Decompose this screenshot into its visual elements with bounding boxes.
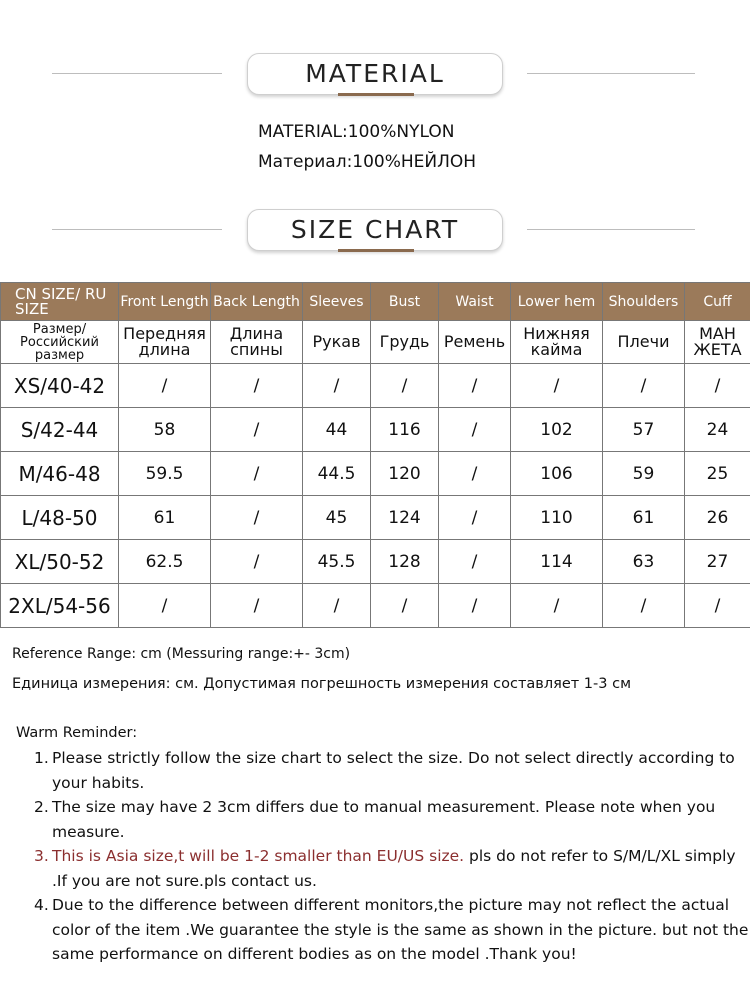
size-chart-heading-pill xyxy=(247,209,503,251)
material-line-en: MATERIAL:100%NYLON xyxy=(258,122,455,142)
table-cell: / xyxy=(211,496,303,540)
header-cell-ru: МАН ЖЕТА xyxy=(685,321,750,364)
warm-reminder-title: Warm Reminder: xyxy=(16,725,138,741)
table-cell: 106 xyxy=(511,452,603,496)
table-cell: 45.5 xyxy=(303,540,371,584)
item-text: Due to the difference between different monitors,the picture may not reflect the actual color of the item .We guarantee the style is the same as shown in the picture. but not the same performance on different bodies as on the model .Thank you! xyxy=(52,896,749,963)
table-row xyxy=(1,452,750,496)
header-cell: Bust xyxy=(371,283,439,321)
material-line-ru: Материал:100%НЕЙЛОН xyxy=(258,152,477,172)
header-cell-ru: Плечи xyxy=(603,321,685,364)
table-row xyxy=(1,584,750,628)
item-text: The size may have 2 3cm differs due to manual measurement. Please note when you measure. xyxy=(52,798,716,841)
divider-line xyxy=(52,73,222,74)
table-cell: / xyxy=(603,364,685,408)
table-cell: 58 xyxy=(119,408,211,452)
table-cell: / xyxy=(439,584,511,628)
table-cell: / xyxy=(511,584,603,628)
table-cell: 24 xyxy=(685,408,750,452)
table-row xyxy=(1,408,750,452)
table-cell: / xyxy=(211,540,303,584)
table-cell: 63 xyxy=(603,540,685,584)
header-cell-ru: Рукав xyxy=(303,321,371,364)
table-cell: / xyxy=(371,584,439,628)
table-cell: / xyxy=(439,452,511,496)
table-cell: 114 xyxy=(511,540,603,584)
table-cell: 44.5 xyxy=(303,452,371,496)
table-cell: 120 xyxy=(371,452,439,496)
reference-range-ru: Единица измерения: см. Допустимая погрешность измерения составляет 1-3 см xyxy=(12,676,632,692)
header-cell-ru: Грудь xyxy=(371,321,439,364)
item-number: 3. xyxy=(34,847,49,865)
table-cell: 116 xyxy=(371,408,439,452)
table-cell: / xyxy=(439,364,511,408)
table-cell: / xyxy=(211,584,303,628)
table-cell: / xyxy=(211,452,303,496)
table-cell: / xyxy=(119,584,211,628)
table-cell: / xyxy=(603,584,685,628)
list-item xyxy=(34,746,750,795)
table-cell: 62.5 xyxy=(119,540,211,584)
header-cell-ru: Передняя длина xyxy=(119,321,211,364)
table-cell: / xyxy=(439,408,511,452)
table-cell: / xyxy=(685,584,750,628)
table-cell: 26 xyxy=(685,496,750,540)
header-cell-ru: Размер/ Российский размер xyxy=(1,321,119,364)
table-cell: 61 xyxy=(119,496,211,540)
divider-line xyxy=(527,73,695,74)
size-chart-heading: SIZE CHART xyxy=(290,215,460,244)
table-row xyxy=(1,364,750,408)
reference-range-en: Reference Range: cm (Messuring range:+- 3cm) xyxy=(12,646,351,662)
divider-line xyxy=(52,229,222,230)
list-item xyxy=(34,893,750,967)
header-cell: Waist xyxy=(439,283,511,321)
list-item xyxy=(34,795,750,844)
table-cell: 128 xyxy=(371,540,439,584)
item-text: pls do not refer to S/M/L/XL simply .If you are not sure.pls contact us. xyxy=(52,847,736,890)
list-item xyxy=(34,844,750,893)
heading-accent-bar xyxy=(338,249,414,252)
table-cell: 59 xyxy=(603,452,685,496)
item-number: 1. xyxy=(34,749,49,767)
table-cell: 25 xyxy=(685,452,750,496)
table-cell: / xyxy=(439,540,511,584)
table-cell: 27 xyxy=(685,540,750,584)
table-cell: 44 xyxy=(303,408,371,452)
size-cell: XL/50-52 xyxy=(1,540,119,584)
table-cell: / xyxy=(371,364,439,408)
header-cell: Cuff xyxy=(685,283,750,321)
divider-line xyxy=(527,229,695,230)
size-cell: XS/40-42 xyxy=(1,364,119,408)
table-cell: / xyxy=(511,364,603,408)
header-cell: Front Length xyxy=(119,283,211,321)
material-heading-block xyxy=(0,50,750,98)
table-cell: / xyxy=(303,584,371,628)
table-cell: / xyxy=(439,496,511,540)
table-cell: 57 xyxy=(603,408,685,452)
material-heading: MATERIAL xyxy=(305,59,445,88)
header-cell: Lower hem xyxy=(511,283,603,321)
table-cell: 110 xyxy=(511,496,603,540)
warm-reminder-list xyxy=(34,746,750,967)
size-chart-heading-block xyxy=(0,206,750,254)
heading-accent-bar xyxy=(338,93,414,96)
size-cell: S/42-44 xyxy=(1,408,119,452)
header-cell: CN SIZE/ RU SIZE xyxy=(1,283,119,321)
table-row xyxy=(1,540,750,584)
material-heading-pill xyxy=(247,53,503,95)
header-cell: Sleeves xyxy=(303,283,371,321)
header-cell: Shoulders xyxy=(603,283,685,321)
size-cell: M/46-48 xyxy=(1,452,119,496)
header-cell-ru: Длина спины xyxy=(211,321,303,364)
table-cell: 102 xyxy=(511,408,603,452)
table-cell: / xyxy=(119,364,211,408)
table-cell: 45 xyxy=(303,496,371,540)
header-cell-ru: Ремень xyxy=(439,321,511,364)
item-number: 4. xyxy=(34,896,49,914)
item-text: Please strictly follow the size chart to select the size. Do not select directly according to your habits. xyxy=(52,749,735,792)
header-cell-ru: Нижняя кайма xyxy=(511,321,603,364)
table-cell: 59.5 xyxy=(119,452,211,496)
table-row xyxy=(1,496,750,540)
table-cell: 61 xyxy=(603,496,685,540)
table-cell: / xyxy=(303,364,371,408)
table-cell: / xyxy=(211,364,303,408)
item-number: 2. xyxy=(34,798,49,816)
table-cell: / xyxy=(211,408,303,452)
table-cell: / xyxy=(685,364,750,408)
table-header-row-en xyxy=(1,283,750,321)
item-warning-text: This is Asia size,t will be 1-2 smaller than EU/US size. xyxy=(52,847,465,865)
header-cell: Back Length xyxy=(211,283,303,321)
size-cell: 2XL/54-56 xyxy=(1,584,119,628)
size-chart-table xyxy=(0,282,750,628)
table-cell: 124 xyxy=(371,496,439,540)
size-cell: L/48-50 xyxy=(1,496,119,540)
table-header-row-ru xyxy=(1,321,750,364)
